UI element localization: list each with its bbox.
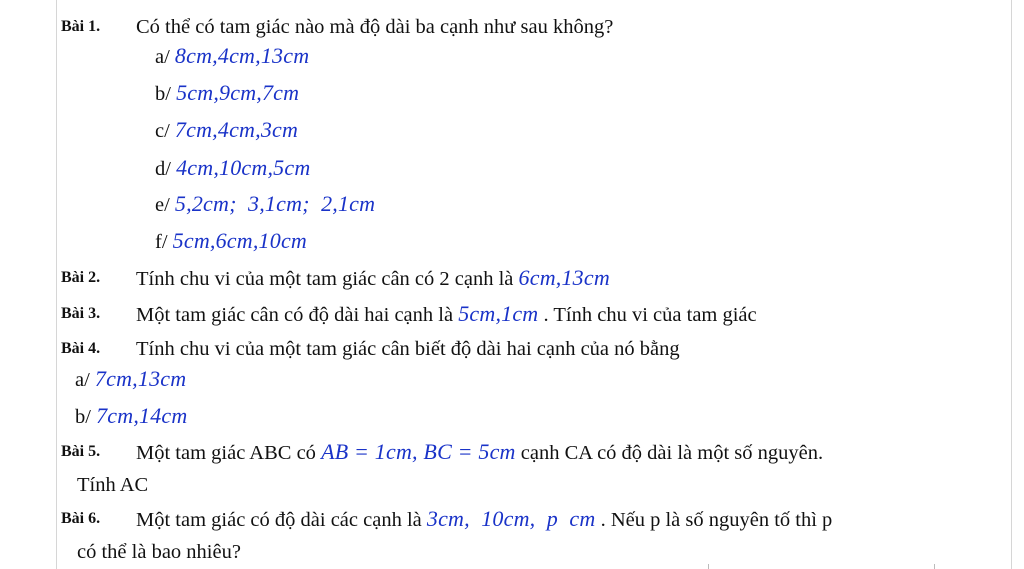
exercise-5-text-after: cạnh CA có độ dài là một số nguyên. xyxy=(520,442,824,464)
item-label: d/ xyxy=(155,158,171,180)
item-value: 7cm,13cm xyxy=(94,366,187,391)
exercise-6-math: 3cm, 10cm, p cm xyxy=(426,506,596,531)
item-value: 5,2cm; 3,1cm; 2,1cm xyxy=(174,191,376,216)
exercise-3-number: Bài 3. xyxy=(61,305,101,322)
item-label: c/ xyxy=(155,120,170,142)
exercise-2-number: Bài 2. xyxy=(61,269,101,286)
item-value: 8cm,4cm,13cm xyxy=(174,43,310,68)
item-label: a/ xyxy=(75,369,90,391)
exercise-4-item-b xyxy=(75,403,187,430)
exercise-5-line xyxy=(136,439,823,466)
exercise-1-text: Có thể có tam giác nào mà độ dài ba cạnh như sau không? xyxy=(136,16,614,38)
exercise-5-line-2: Tính AC xyxy=(77,474,149,496)
exercise-1-number: Bài 1. xyxy=(61,18,101,35)
exercise-2-text: Tính chu vi của một tam giác cân có 2 cạnh là xyxy=(136,268,514,290)
exercise-1-item-e xyxy=(155,191,375,218)
item-value: 4cm,10cm,5cm xyxy=(176,155,311,180)
exercise-5-number: Bài 5. xyxy=(61,443,101,460)
item-value: 5cm,9cm,7cm xyxy=(176,80,300,105)
exercise-4-text: Tính chu vi của một tam giác cân biết độ dài hai cạnh của nó bằng xyxy=(136,338,680,360)
item-label: e/ xyxy=(155,194,170,216)
exercise-2-line xyxy=(136,265,610,292)
exercise-1-item-b xyxy=(155,80,299,107)
item-value: 7cm,4cm,3cm xyxy=(174,117,299,142)
exercise-2-math: 6cm,13cm xyxy=(518,265,610,290)
exercise-1-item-c xyxy=(155,117,298,144)
exercise-6-line xyxy=(136,506,832,533)
exercise-3-text-after: . Tính chu vi của tam giác xyxy=(543,304,757,326)
item-value: 5cm,6cm,10cm xyxy=(172,228,308,253)
exercise-3-math: 5cm,1cm xyxy=(458,301,539,326)
exercise-4-item-a xyxy=(75,366,186,393)
exercise-6-line-2: có thể là bao nhiêu? xyxy=(77,541,241,563)
exercise-6-number: Bài 6. xyxy=(61,510,101,527)
page-edge-mark xyxy=(934,564,935,569)
exercise-6-text: Một tam giác có độ dài các cạnh là xyxy=(136,509,422,531)
item-label: f/ xyxy=(155,231,168,253)
item-value: 7cm,14cm xyxy=(96,403,188,428)
item-label: b/ xyxy=(75,406,91,428)
exercise-1-item-a xyxy=(155,43,309,70)
exercise-5-math: AB = 1cm, BC = 5cm xyxy=(321,439,516,464)
exercise-3-line xyxy=(136,301,757,328)
exercise-4-number: Bài 4. xyxy=(61,340,101,357)
exercise-5-text: Một tam giác ABC có xyxy=(136,442,316,464)
page-edge-mark xyxy=(708,564,709,569)
exercise-6-text-after: . Nếu p là số nguyên tố thì p xyxy=(600,509,833,531)
exercise-3-text: Một tam giác cân có độ dài hai cạnh là xyxy=(136,304,454,326)
item-label: a/ xyxy=(155,46,170,68)
exercise-1-item-f xyxy=(155,228,307,255)
exercise-1-item-d xyxy=(155,155,310,182)
item-label: b/ xyxy=(155,83,171,105)
